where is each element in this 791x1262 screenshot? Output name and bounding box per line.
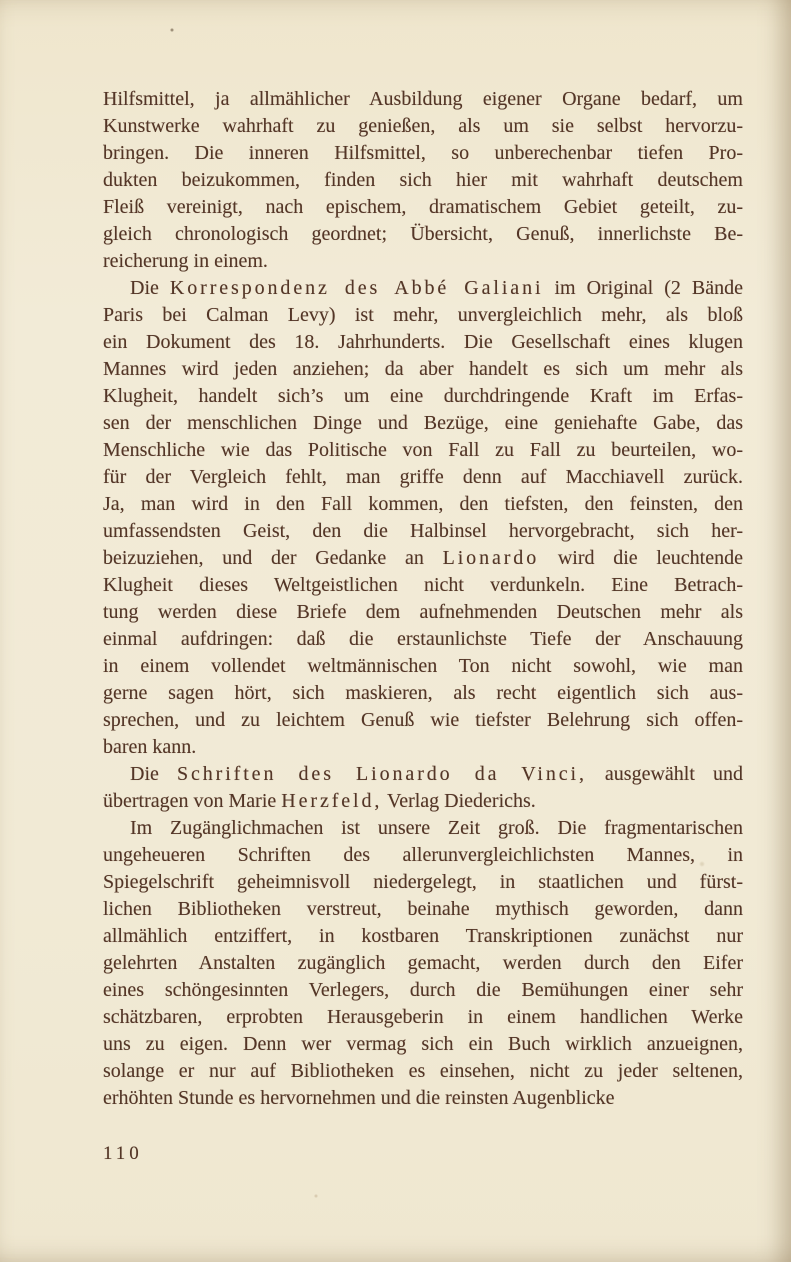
text-segment: gleich chronologisch geordnet; Übersicht, Genuß, innerlichste Be- bbox=[103, 223, 743, 245]
text-segment: Paris bei Calman Levy) ist mehr, unvergleichlich mehr, als bloß bbox=[103, 304, 743, 326]
text-line bbox=[103, 842, 743, 869]
text-line bbox=[103, 869, 743, 896]
text-line bbox=[103, 302, 743, 329]
text-line bbox=[103, 437, 743, 464]
text-line bbox=[103, 950, 743, 977]
text-line bbox=[103, 113, 743, 140]
text-segment: Kunstwerke wahrhaft zu genießen, als um sie selbst hervorzu- bbox=[103, 115, 743, 137]
text-line bbox=[103, 707, 743, 734]
text-segment: in einem vollendet weltmännischen Ton nicht sowohl, wie man bbox=[103, 655, 743, 677]
text-line bbox=[103, 140, 743, 167]
text-line bbox=[103, 1058, 743, 1085]
text-line bbox=[103, 194, 743, 221]
page-text bbox=[103, 86, 743, 1112]
text-segment: wird die leuchtende bbox=[539, 547, 743, 569]
text-segment: Die bbox=[130, 277, 170, 299]
text-segment: gelehrten Anstalten zugänglich gemacht, werden durch den Eifer bbox=[103, 952, 743, 974]
text-segment: Fleiß vereinigt, nach epischem, dramatischem Gebiet geteilt, zu- bbox=[103, 196, 743, 218]
text-line bbox=[103, 545, 743, 572]
text-segment: erhöhten Stunde es hervornehmen und die reinsten Augenblicke bbox=[103, 1087, 615, 1109]
text-segment: schätzbaren, erprobten Herausgeberin in einem handlichen Werke bbox=[103, 1006, 743, 1028]
text-line bbox=[103, 221, 743, 248]
text-segment: Klugheit, handelt sich’s um eine durchdringende Kraft im Erfas- bbox=[103, 385, 743, 407]
text-segment: Verlag Diederichs. bbox=[382, 790, 536, 812]
text-line bbox=[103, 1004, 743, 1031]
paragraph bbox=[103, 815, 743, 1112]
text-line bbox=[103, 1085, 743, 1112]
paragraph bbox=[103, 761, 743, 815]
text-segment: Mannes wird jeden anziehen; da aber handelt es sich um mehr als bbox=[103, 358, 743, 380]
text-line bbox=[103, 518, 743, 545]
text-line bbox=[103, 275, 743, 302]
text-segment: dukten beizukommen, finden sich hier mit wahrhaft deutschem bbox=[103, 169, 743, 191]
text-line bbox=[103, 815, 743, 842]
text-line bbox=[103, 464, 743, 491]
text-segment: im Original (2 Bände bbox=[543, 277, 743, 299]
text-line bbox=[103, 86, 743, 113]
emphasized-text: Korrespondenz des Abbé Galiani bbox=[169, 277, 544, 299]
text-line bbox=[103, 653, 743, 680]
text-segment: Klugheit dieses Weltgeistlichen nicht verdunkeln. Eine Betrach- bbox=[103, 574, 743, 596]
text-segment: gerne sagen hört, sich maskieren, als recht eigentlich sich aus- bbox=[103, 682, 743, 704]
text-line bbox=[103, 977, 743, 1004]
text-segment: ausgewählt und bbox=[586, 763, 743, 785]
text-line bbox=[103, 734, 743, 761]
page-number: 110 bbox=[103, 1143, 143, 1164]
text-segment: umfassendsten Geist, den die Halbinsel hervorgebracht, sich her- bbox=[103, 520, 743, 542]
text-segment: baren kann. bbox=[103, 736, 197, 758]
emphasized-text: Lionardo bbox=[442, 547, 540, 569]
text-segment: Im Zugänglichmachen ist unsere Zeit groß. Die fragmentarischen bbox=[130, 817, 743, 839]
text-segment: sprechen, und zu leichtem Genuß wie tiefster Belehrung sich offen- bbox=[103, 709, 743, 731]
text-segment: Ja, man wird in den Fall kommen, den tiefsten, den feinsten, den bbox=[103, 493, 743, 515]
text-segment: ein Dokument des 18. Jahrhunderts. Die Gesellschaft eines klugen bbox=[103, 331, 743, 353]
text-segment: Menschliche wie das Politische von Fall zu Fall zu beurteilen, wo- bbox=[103, 439, 743, 461]
text-line bbox=[103, 410, 743, 437]
text-segment: einmal aufdringen: daß die erstaunlichste Tiefe der Anschauung bbox=[103, 628, 743, 650]
text-segment: lichen Bibliotheken verstreut, beinahe mythisch geworden, dann bbox=[103, 898, 743, 920]
text-segment: eines schöngesinnten Verlegers, durch die Bemühungen einer sehr bbox=[103, 979, 743, 1001]
text-segment: übertragen von Marie bbox=[103, 790, 282, 812]
text-segment: uns zu eigen. Denn wer vermag sich ein Buch wirklich anzueignen, bbox=[103, 1033, 743, 1055]
paragraph bbox=[103, 275, 743, 761]
text-segment: tung werden diese Briefe dem aufnehmenden Deutschen mehr als bbox=[103, 601, 743, 623]
text-segment: solange er nur auf Bibliotheken es einsehen, nicht zu jeder seltenen, bbox=[103, 1060, 743, 1082]
text-segment: reicherung in einem. bbox=[103, 250, 268, 272]
paragraph bbox=[103, 86, 743, 275]
emphasized-text: Herzfeld, bbox=[281, 790, 383, 812]
text-segment: beizuziehen, und der Gedanke an bbox=[103, 547, 443, 569]
text-segment: Hilfsmittel, ja allmählicher Ausbildung eigener Organe bedarf, um bbox=[103, 88, 743, 110]
text-line bbox=[103, 329, 743, 356]
text-segment: allmählich entziffert, in kostbaren Transkriptionen zunächst nur bbox=[103, 925, 743, 947]
text-line bbox=[103, 491, 743, 518]
text-segment: bringen. Die inneren Hilfsmittel, so unberechenbar tiefen Pro- bbox=[103, 142, 743, 164]
text-line bbox=[103, 680, 743, 707]
text-line bbox=[103, 356, 743, 383]
text-line bbox=[103, 923, 743, 950]
text-segment: ungeheueren Schriften des allerunvergleichlichsten Mannes, in bbox=[103, 844, 743, 866]
emphasized-text: Schriften des Lionardo da Vinci, bbox=[176, 763, 587, 785]
text-segment: sen der menschlichen Dinge und Bezüge, eine geniehafte Gabe, das bbox=[103, 412, 743, 434]
text-segment: für der Vergleich fehlt, man griffe denn auf Macchiavell zurück. bbox=[103, 466, 743, 488]
text-line bbox=[103, 896, 743, 923]
text-segment: Spiegelschrift geheimnisvoll niedergelegt, in staatlichen und fürst- bbox=[103, 871, 743, 893]
text-line bbox=[103, 761, 743, 788]
text-line bbox=[103, 626, 743, 653]
text-line bbox=[103, 1031, 743, 1058]
text-line bbox=[103, 248, 743, 275]
text-line bbox=[103, 167, 743, 194]
text-line bbox=[103, 599, 743, 626]
text-line bbox=[103, 572, 743, 599]
text-segment: Die bbox=[130, 763, 177, 785]
text-line bbox=[103, 383, 743, 410]
text-line bbox=[103, 788, 743, 815]
